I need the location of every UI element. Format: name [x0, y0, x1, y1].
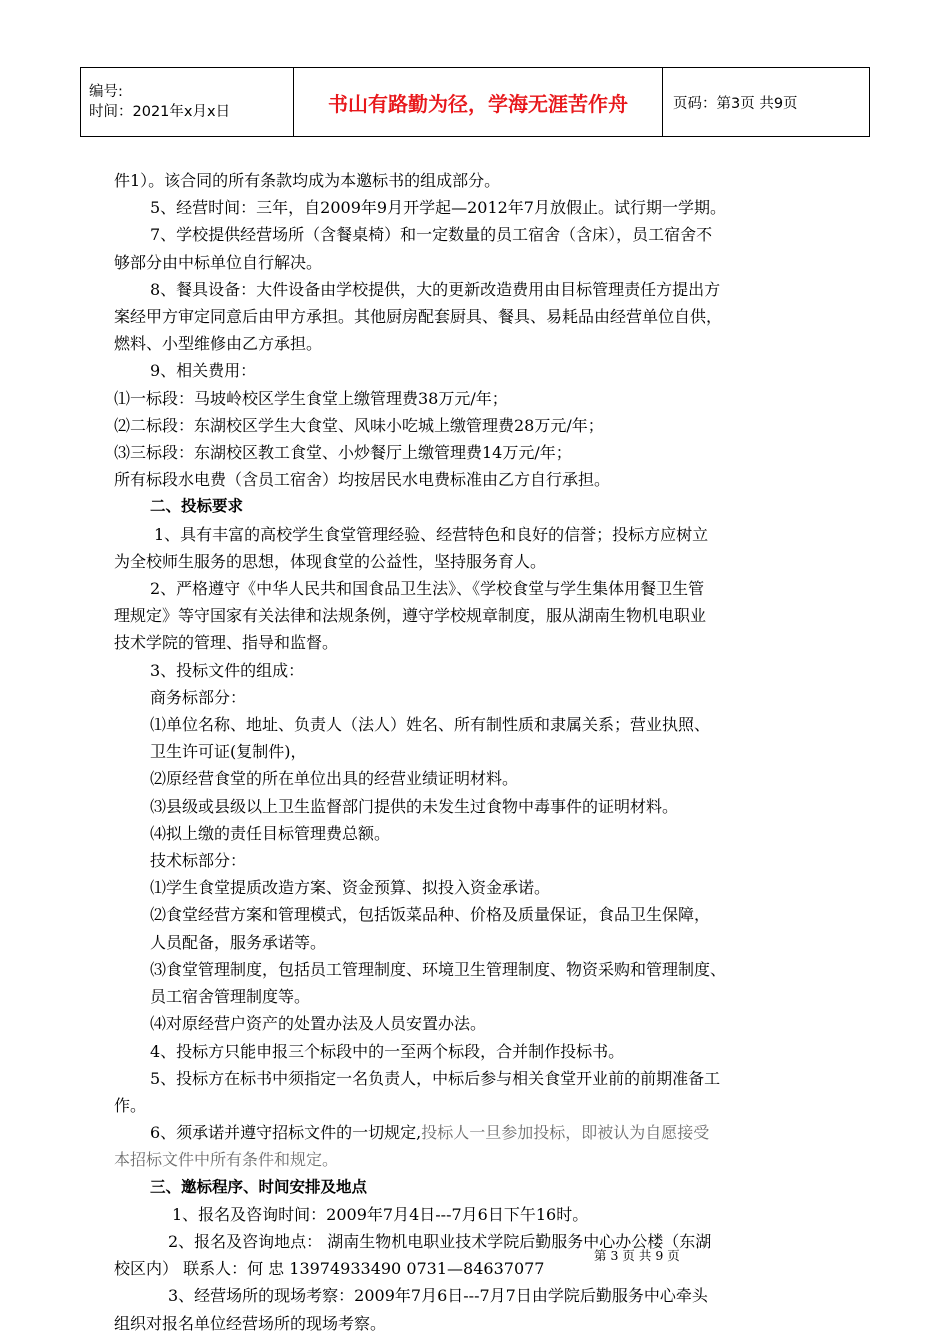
- serial-label: 编号:: [89, 84, 123, 100]
- text-line: 作。: [114, 1095, 147, 1115]
- text-line: ⑴学生食堂提质改造方案、资金预算、拟投入资金承诺。: [150, 878, 551, 898]
- text-line: 技术学院的管理、指导和监督。: [114, 633, 339, 653]
- text-line: 2、严格遵守《中华人民共和国食品卫生法》、《学校食堂与学生集体用餐卫生管: [150, 579, 705, 599]
- text-line: 1、具有丰富的高校学生食堂管理经验、经营特色和良好的信誉；投标方应树立: [154, 524, 709, 544]
- text-line: 商务标部分：: [150, 687, 247, 707]
- text-line: 2、报名及咨询地点： 湖南生物机电职业技术学院后勤服务中心办公楼（东湖: [168, 1231, 712, 1251]
- text-line: 4、投标方只能申报三个标段中的一至两个标段，合并制作投标书。: [150, 1041, 625, 1061]
- text-line: ⑵原经营食堂的所在单位出具的经营业绩证明材料。: [150, 769, 519, 789]
- text-line: 人员配备，服务承诺等。: [150, 932, 327, 952]
- text-line: ⑶三标段：东湖校区教工食堂、小炒餐厅上缴管理费14万元/年；: [114, 443, 572, 463]
- text-line: 所有标段水电费（含员工宿舍）均按居民水电费标准由乙方自行承担。: [114, 470, 611, 490]
- text-line: 员工宿舍管理制度等。: [150, 987, 311, 1007]
- text-line: 本招标文件中所有条件和规定。: [114, 1150, 339, 1170]
- text-line: ⑶县级或县级以上卫生监督部门提供的未发生过食物中毒事件的证明材料。: [150, 796, 679, 816]
- text-line: ⑵食堂经营方案和管理模式，包括饭菜品种、价格及质量保证，食品卫生保障，: [150, 905, 711, 925]
- text-line: ⑴单位名称、地址、负责人（法人）姓名、所有制性质和隶属关系；营业执照、: [150, 715, 711, 735]
- date-label: 时间：2021年x月x日: [89, 104, 231, 120]
- section-heading: 二、投标要求: [150, 497, 244, 516]
- page-footer: 第 3 页 共 9 页: [594, 1248, 680, 1263]
- text-line: 件1）。该合同的所有条款均成为本邀标书的组成部分。: [114, 171, 501, 190]
- text-line: [114, 1119, 844, 1146]
- text-line: ⑶食堂管理制度，包括员工管理制度、环境卫生管理制度、物资采购和管理制度、: [150, 959, 727, 979]
- text-line: 9、相关费用：: [150, 361, 257, 381]
- text-line: 组织对报名单位经营场所的现场考察。: [114, 1313, 387, 1333]
- text-line: 8、餐具设备：大件设备由学校提供，大的更新改造费用由目标管理责任方提出方: [150, 279, 721, 299]
- text-line: 够部分由中标单位自行解决。: [114, 252, 323, 272]
- text-line: 技术标部分：: [150, 851, 247, 871]
- document-body: [114, 167, 844, 1337]
- text-line: 为全校师生服务的思想，体现食堂的公益性，坚持服务育人。: [114, 551, 547, 571]
- header-meta-cell: [81, 68, 294, 137]
- text-line: ⑷对原经营户资产的处置办法及人员安置办法。: [150, 1014, 487, 1034]
- text-line: 理规定》等守国家有关法律和法规条例，遵守学校规章制度，服从湖南生物机电职业: [114, 606, 707, 626]
- text-line: 燃料、小型维修由乙方承担。: [114, 334, 323, 354]
- text-line: 7、学校提供经营场所（含餐桌椅）和一定数量的员工宿舍（含床），员工宿舍不: [150, 225, 713, 245]
- header-motto: 书山有路勤为径，学海无涯苦作舟: [294, 68, 663, 137]
- text-line: ⑴一标段：马坡岭校区学生食堂上缴管理费38万元/年；: [114, 388, 508, 408]
- text-line: 案经甲方审定同意后由甲方承担。其他厨房配套厨具、餐具、易耗品由经营单位自供，: [114, 307, 723, 327]
- text-line: ⑷拟上缴的责任目标管理费总额。: [150, 823, 391, 843]
- text-line: 校区内） 联系人：何 忠 13974933490 0731—84637077: [114, 1259, 545, 1279]
- header-page-label: 页码：第3页 共9页: [663, 68, 870, 137]
- text-line: 3、经营场所的现场考察：2009年7月6日---7月7日由学院后勤服务中心牵头: [168, 1286, 708, 1306]
- section-heading: 三、邀标程序、时间安排及地点: [150, 1177, 368, 1196]
- page-header: [80, 67, 870, 137]
- text-line: 1、报名及咨询时间：2009年7月4日---7月6日下午16时。: [172, 1204, 589, 1224]
- text-line: 卫生许可证(复制件)，: [150, 742, 307, 762]
- text-segment: 6、须承诺并遵守招标文件的一切规定,: [150, 1123, 422, 1143]
- text-line: 3、投标文件的组成：: [150, 660, 305, 680]
- text-segment-gray: 投标人一旦参加投标，即被认为自愿接受: [421, 1123, 710, 1143]
- text-line: 5、投标方在标书中须指定一名负责人，中标后参与相关食堂开业前的前期准备工: [150, 1068, 721, 1088]
- text-line: 5、经营时间：三年，自2009年9月开学起—2012年7月放假止。试行期一学期。: [150, 198, 726, 218]
- text-line: ⑵二标段：东湖校区学生大食堂、风味小吃城上缴管理费28万元/年；: [114, 415, 604, 435]
